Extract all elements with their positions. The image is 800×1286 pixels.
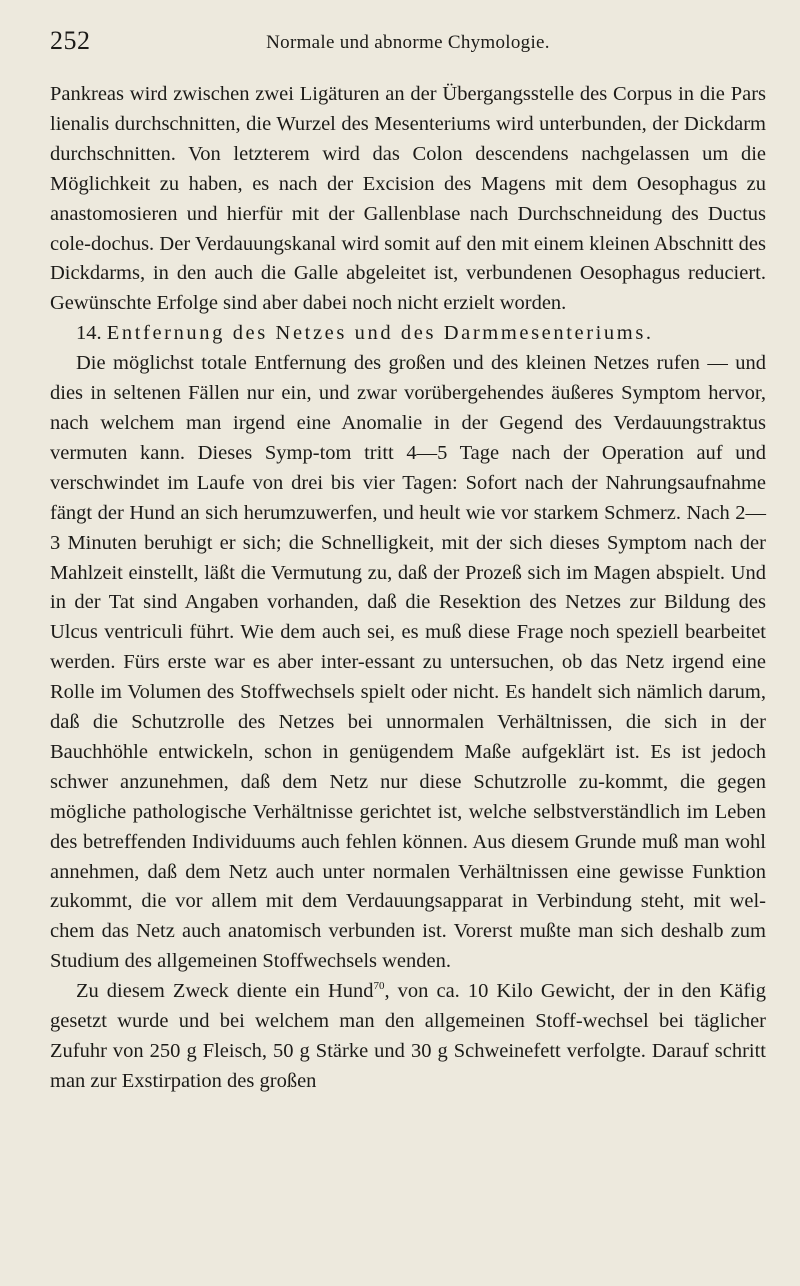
page-number: 252 — [50, 26, 91, 55]
page-header — [50, 26, 766, 60]
paragraph-3 — [50, 977, 766, 1097]
section-heading — [50, 319, 766, 349]
footnote-reference: 70 — [373, 980, 385, 993]
paragraph-continuation: Pankreas wird zwischen zwei Ligäturen an der Übergangsstelle des Corpus in die Pars lienalis durchschnitten, die Wurzel des Mesenteriums wird unterbunden, der Dickdarm durchschnitten. Von letzterem wird das Colon descendens nachgelassen um die Möglichkeit zu haben, es nach der Excision des Magens mit dem Oesophagus zu anastomosieren und hierfür mit der Gallenblase nach Durchschneidung des Ductus cole-dochus. Der Verdauungskanal wird somit auf den mit einem kleinen Abschnitt des Dickdarms, in den auch die Galle abgeleitet ist, verbundenen Oesophagus reduciert. Gewünschte Erfolge sind aber dabei noch nicht erzielt worden. — [50, 83, 766, 315]
paragraph-3-part-1: Zu diesem Zweck diente ein Hund — [76, 980, 374, 1003]
paragraph-3-part-2: , von ca. 10 Kilo Gewicht, der in den Käfig gesetzt wurde und bei welchem man den allgemeinen Stoff-wechsel bei täglicher Zufuhr von 250 g Fleisch, 50 g Stärke und 30 g Schweinefett verfolgte. Darauf schritt man zur Exstirpation des großen — [50, 980, 766, 1092]
body-text — [50, 80, 766, 1097]
paragraph-2: Die möglichst totale Entfernung des großen und des kleinen Netzes rufen — und dies in seltenen Fällen nur ein, und zwar vorübergehendes äußeres Symptom hervor, nach welchem man irgend eine Anomalie in der Gegend des Verdauungstraktus vermuten kann. Dieses Symp-tom tritt 4—5 Tage nach der Operation auf und verschwindet im Laufe von drei bis vier Tagen: Sofort nach der Nahrungsaufnahme fängt der Hund an sich herumzuwerfen, und heult wie vor starkem Schmerz. Nach 2—3 Minuten beruhigt er sich; die Schnelligkeit, mit der sich dieses Symptom nach der Mahlzeit einstellt, läßt die Vermutung zu, daß der Prozeß sich im Magen abspielt. Und in der Tat sind Angaben vorhanden, daß die Resektion des Netzes zur Bildung des Ulcus ventriculi führt. Wie dem auch sei, es muß diese Frage noch speziell bearbeitet werden. Fürs erste war es aber inter-essant zu untersuchen, ob das Netz irgend eine Rolle im Volumen des Stoffwechsels spielt oder nicht. Es handelt sich nämlich darum, daß die Schutzrolle des Netzes bei unnormalen Verhältnissen, die sich in der Bauchhöhle entwickeln, schon in genügendem Maße aufgeklärt ist. Es ist jedoch schwer anzunehmen, daß dem Netz nur diese Schutzrolle zu-kommt, die gegen mögliche pathologische Verhältnisse gerichtet ist, welche selbstverständlich im Leben des betreffenden Individuums auch fehlen können. Aus diesem Grunde muß man wohl annehmen, daß dem Netz auch unter normalen Verhältnissen eine gewisse Funktion zukommt, die vor allem mit dem Verdauungsapparat in Verbindung steht, mit wel-chem das Netz auch anatomisch verbunden ist. Vorerst mußte man sich deshalb zum Studium des allgemeinen Stoffwechsels wenden. — [50, 352, 766, 973]
running-title: Normale und abnorme Chymologie. — [266, 32, 550, 53]
section-number: 14. — [76, 322, 102, 345]
section-title: Entfernung des Netzes und des Darmmesenteriums. — [106, 322, 654, 345]
